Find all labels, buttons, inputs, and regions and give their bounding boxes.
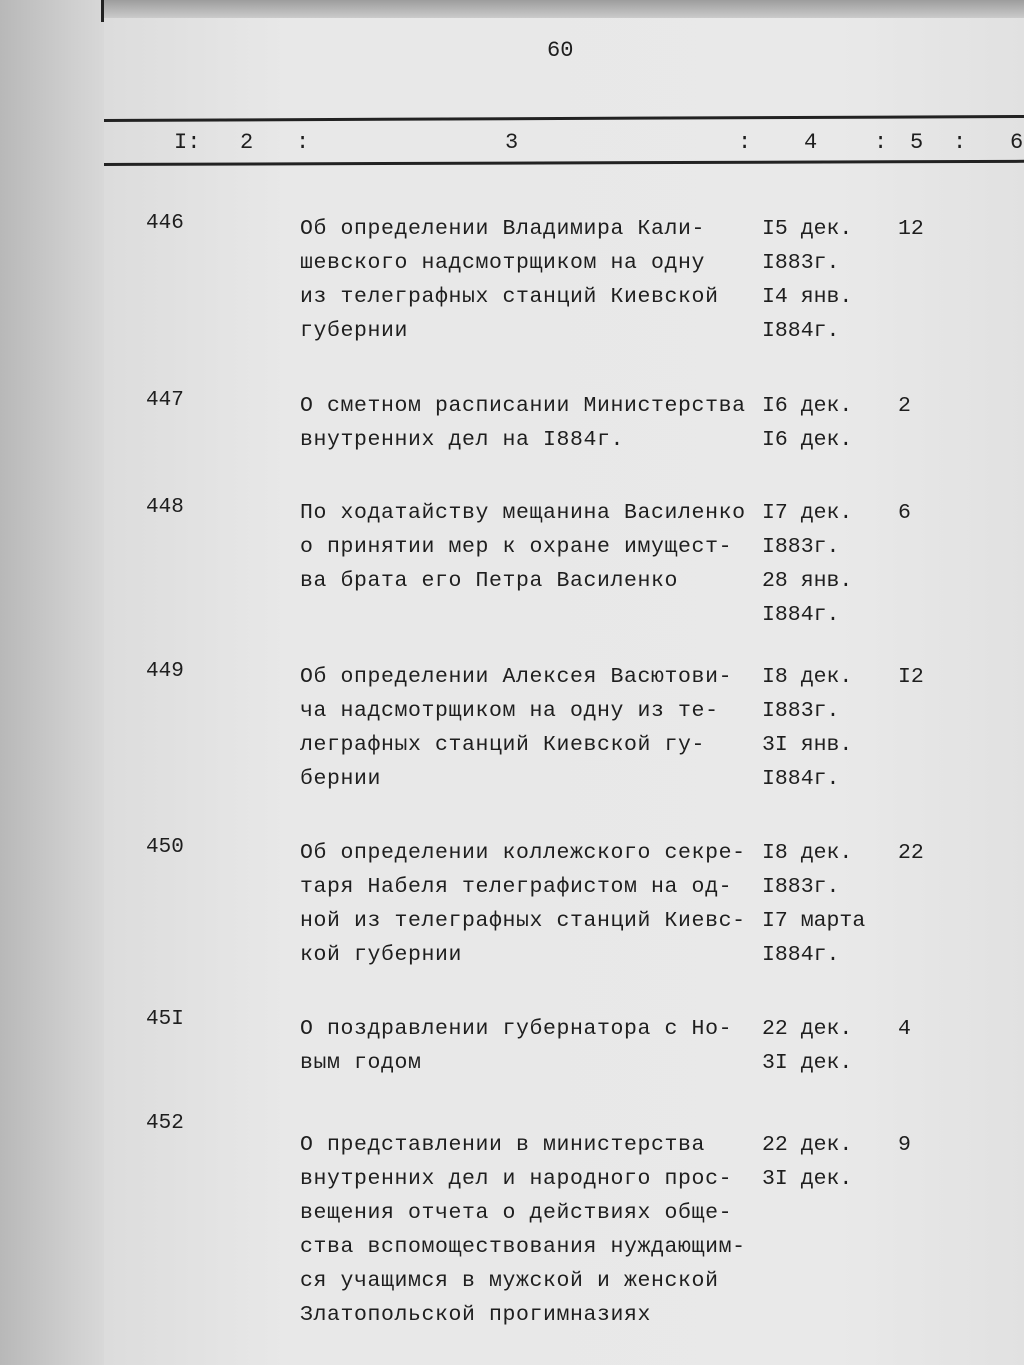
date-line: I7 дек. bbox=[762, 501, 853, 525]
description-line: кой губернии bbox=[300, 943, 463, 967]
description-line: По ходатайству мещанина Василенко bbox=[300, 501, 746, 525]
sheet-count: 6 bbox=[898, 501, 911, 525]
description-line: ной из телеграфных станций Киевс- bbox=[300, 909, 746, 933]
date-line: I883г. bbox=[762, 535, 840, 559]
description-line: вещения отчета о действиях обще- bbox=[300, 1201, 733, 1225]
date-line: I884г. bbox=[762, 943, 840, 967]
description-line: Об определении Владимира Кали- bbox=[300, 217, 706, 241]
description-line: ся учащимся в мужской и женской bbox=[300, 1269, 719, 1293]
record-description bbox=[300, 660, 732, 796]
date-line: 3I дек. bbox=[762, 1051, 853, 1075]
date-line: I6 дек. bbox=[762, 428, 853, 452]
record-description bbox=[300, 496, 746, 598]
sheet-count: 12 bbox=[898, 217, 924, 241]
record-number: 449 bbox=[146, 660, 184, 683]
date-line: I6 дек. bbox=[762, 394, 853, 418]
record-description bbox=[300, 836, 746, 972]
record-dates bbox=[762, 660, 852, 796]
record-number: 452 bbox=[146, 1112, 184, 1135]
binding-edge bbox=[101, 0, 104, 22]
record-dates bbox=[762, 836, 865, 972]
description-line: ча надсмотрщиком на одну из те- bbox=[300, 699, 719, 723]
date-line: 22 дек. bbox=[762, 1017, 853, 1041]
description-line: таря Набеля телеграфистом на од- bbox=[300, 875, 733, 899]
description-line: ва брата его Петра Василенко bbox=[300, 569, 679, 593]
sheet-count: 2 bbox=[898, 394, 911, 418]
sheet-count: 9 bbox=[898, 1133, 911, 1157]
date-line: I883г. bbox=[762, 875, 840, 899]
record-dates bbox=[762, 389, 852, 457]
description-line: леграфных станций Киевской гу- bbox=[300, 733, 706, 757]
description-line: внутренних дел на I884г. bbox=[300, 428, 625, 452]
sheet-count: I2 bbox=[898, 665, 924, 689]
record-dates bbox=[762, 1128, 852, 1196]
record-number: 447 bbox=[146, 389, 184, 412]
date-line: I7 марта bbox=[762, 909, 866, 933]
description-line: шевского надсмотрщиком на одну bbox=[300, 251, 706, 275]
record-description bbox=[300, 389, 746, 457]
column-header-6: 6 bbox=[1010, 130, 1024, 155]
date-line: I884г. bbox=[762, 603, 840, 627]
date-line: 3I дек. bbox=[762, 1167, 853, 1191]
column-separator: : bbox=[874, 130, 888, 155]
column-separator: : bbox=[738, 130, 752, 155]
date-line: I8 дек. bbox=[762, 841, 853, 865]
description-line: О представлении в министерства bbox=[300, 1133, 706, 1157]
date-line: I8 дек. bbox=[762, 665, 853, 689]
description-line: О поздравлении губернатора с Но- bbox=[300, 1017, 733, 1041]
description-line: губернии bbox=[300, 319, 409, 343]
description-line: вым годом bbox=[300, 1051, 422, 1075]
date-line: I884г. bbox=[762, 767, 840, 791]
description-line: Об определении Алексея Васютови- bbox=[300, 665, 733, 689]
column-header-1: I: bbox=[174, 130, 201, 155]
date-line: 3I янв. bbox=[762, 733, 853, 757]
date-line: 28 янв. bbox=[762, 569, 853, 593]
description-line: ства вспомоществования нуждающим- bbox=[300, 1235, 746, 1259]
record-dates bbox=[762, 496, 852, 632]
record-number: 450 bbox=[146, 836, 184, 859]
column-separator: : bbox=[296, 130, 310, 155]
record-number: 448 bbox=[146, 496, 184, 519]
column-header-2: 2 bbox=[240, 130, 254, 155]
record-number: 446 bbox=[146, 212, 184, 235]
description-line: бернии bbox=[300, 767, 382, 791]
record-dates bbox=[762, 1012, 852, 1080]
date-line: I883г. bbox=[762, 699, 840, 723]
date-line: I884г. bbox=[762, 319, 840, 343]
record-number: 45I bbox=[146, 1008, 184, 1031]
description-line: О сметном расписании Министерства bbox=[300, 394, 746, 418]
date-line: I4 янв. bbox=[762, 285, 853, 309]
column-header-4: 4 bbox=[804, 130, 818, 155]
sheet-count: 4 bbox=[898, 1017, 911, 1041]
column-header-5: 5 bbox=[910, 130, 924, 155]
column-header-3: 3 bbox=[505, 130, 519, 155]
adjacent-page-edge bbox=[0, 0, 104, 1365]
description-line: Златопольской прогимназиях bbox=[300, 1303, 652, 1327]
record-description bbox=[300, 212, 719, 348]
description-line: внутренних дел и народного прос- bbox=[300, 1167, 733, 1191]
column-separator: : bbox=[953, 130, 967, 155]
date-line: I5 дек. bbox=[762, 217, 853, 241]
record-description bbox=[300, 1012, 732, 1080]
description-line: о принятии мер к охране имущест- bbox=[300, 535, 733, 559]
date-line: 22 дек. bbox=[762, 1133, 853, 1157]
date-line: I883г. bbox=[762, 251, 840, 275]
record-dates bbox=[762, 212, 852, 348]
description-line: из телеграфных станций Киевской bbox=[300, 285, 719, 309]
page-number: 60 bbox=[547, 38, 574, 63]
description-line: Об определении коллежского секре- bbox=[300, 841, 746, 865]
sheet-count: 22 bbox=[898, 841, 924, 865]
record-description bbox=[300, 1128, 746, 1332]
